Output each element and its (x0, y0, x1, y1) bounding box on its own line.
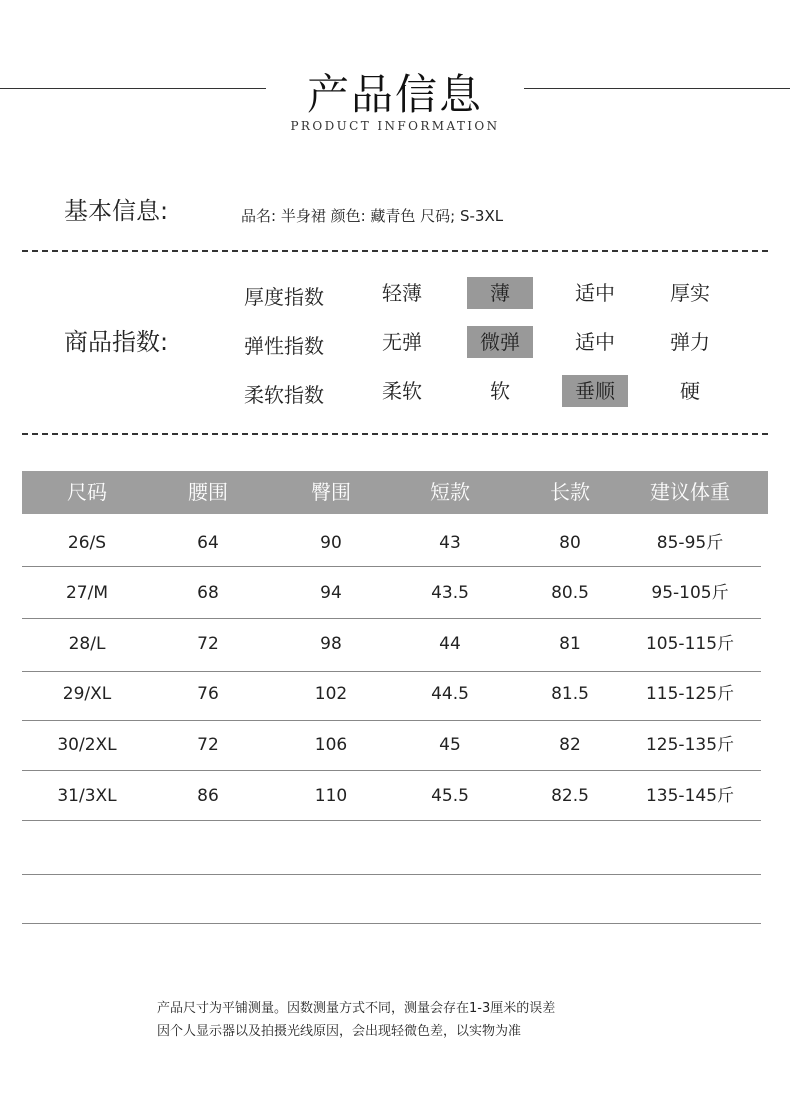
table-header-cell: 长款 (550, 480, 590, 504)
table-cell: 45 (439, 735, 461, 755)
table-row (0, 619, 790, 669)
index-option: 软 (490, 379, 510, 403)
table-cell: 86 (197, 786, 219, 806)
index-option: 厚实 (670, 281, 710, 305)
product-index-label: 商品指数: (64, 328, 169, 356)
table-cell: 135-145斤 (645, 786, 735, 806)
table-cell: 102 (314, 684, 348, 704)
page-title: 产品信息 (306, 70, 483, 119)
index-row (0, 375, 790, 409)
table-cell: 72 (197, 634, 219, 654)
index-name: 柔软指数 (244, 383, 324, 407)
table-header-cell: 臀围 (311, 480, 351, 504)
table-cell: 43 (439, 533, 461, 553)
size-table-header (22, 471, 768, 514)
index-option: 弹力 (670, 330, 710, 354)
table-cell: 68 (197, 583, 219, 603)
table-cell: 26/S (67, 533, 107, 553)
basic-info-value: 品名: 半身裙 颜色: 藏青色 尺码; S-3XL (241, 207, 504, 225)
index-row (0, 326, 790, 360)
table-cell: 28/L (68, 634, 106, 654)
index-option: 硬 (680, 379, 700, 403)
table-cell: 110 (314, 786, 348, 806)
page-subtitle: PRODUCT INFORMATION (290, 119, 500, 133)
note-line-2: 因个人显示器以及拍摄光线原因，会出现轻微色差，以实物为准 (157, 1024, 522, 1039)
table-cell: 105-115斤 (645, 634, 735, 654)
table-cell: 43.5 (431, 583, 469, 603)
table-cell: 30/2XL (57, 735, 117, 755)
table-cell: 125-135斤 (645, 735, 735, 755)
basic-info-label: 基本信息: (64, 197, 169, 225)
table-cell: 95-105斤 (651, 583, 729, 603)
table-cell: 94 (320, 583, 342, 603)
table-row-divider (22, 720, 761, 721)
table-header-cell: 尺码 (67, 480, 107, 504)
note-line-1: 产品尺寸为平铺测量。因数测量方式不同，测量会存在1-3厘米的误差 (157, 1001, 556, 1016)
table-cell: 44 (439, 634, 461, 654)
table-cell: 45.5 (431, 786, 469, 806)
table-cell: 90 (320, 533, 342, 553)
table-cell: 27/M (65, 583, 109, 603)
table-cell: 76 (197, 684, 219, 704)
index-option: 适中 (575, 281, 615, 305)
table-cell: 72 (197, 735, 219, 755)
index-row (0, 277, 790, 311)
table-row (0, 518, 790, 568)
table-cell: 81 (559, 634, 581, 654)
table-header-cell: 建议体重 (650, 480, 730, 504)
index-option: 适中 (575, 330, 615, 354)
table-cell: 106 (314, 735, 348, 755)
table-row (0, 568, 790, 618)
table-row-divider (22, 820, 761, 821)
table-cell: 81.5 (551, 684, 589, 704)
table-cell: 98 (320, 634, 342, 654)
divider-top (22, 250, 768, 252)
index-option-selected: 垂顺 (562, 375, 628, 407)
index-option: 轻薄 (382, 281, 422, 305)
divider-bottom (22, 433, 768, 435)
table-row-divider (22, 923, 761, 924)
table-cell: 85-95斤 (656, 533, 724, 553)
table-header-cell: 腰围 (188, 480, 228, 504)
table-cell: 80 (559, 533, 581, 553)
table-cell: 80.5 (551, 583, 589, 603)
table-row-divider (22, 874, 761, 875)
table-row-divider (22, 671, 761, 672)
index-option-selected: 微弹 (467, 326, 533, 358)
table-cell: 31/3XL (57, 786, 117, 806)
index-name: 弹性指数 (244, 334, 324, 358)
index-option: 柔软 (382, 379, 422, 403)
table-cell: 29/XL (62, 684, 112, 704)
table-cell: 115-125斤 (645, 684, 735, 704)
table-row (0, 771, 790, 821)
index-option: 无弹 (382, 330, 422, 354)
index-option-selected: 薄 (467, 277, 533, 309)
index-name: 厚度指数 (244, 285, 324, 309)
table-cell: 82 (559, 735, 581, 755)
table-row (0, 669, 790, 719)
table-cell: 44.5 (431, 684, 469, 704)
table-row-divider (22, 770, 761, 771)
table-header-cell: 短款 (430, 480, 470, 504)
table-row-divider (22, 566, 761, 567)
table-cell: 64 (197, 533, 219, 553)
table-cell: 82.5 (551, 786, 589, 806)
table-row (0, 720, 790, 770)
table-row-divider (22, 618, 761, 619)
